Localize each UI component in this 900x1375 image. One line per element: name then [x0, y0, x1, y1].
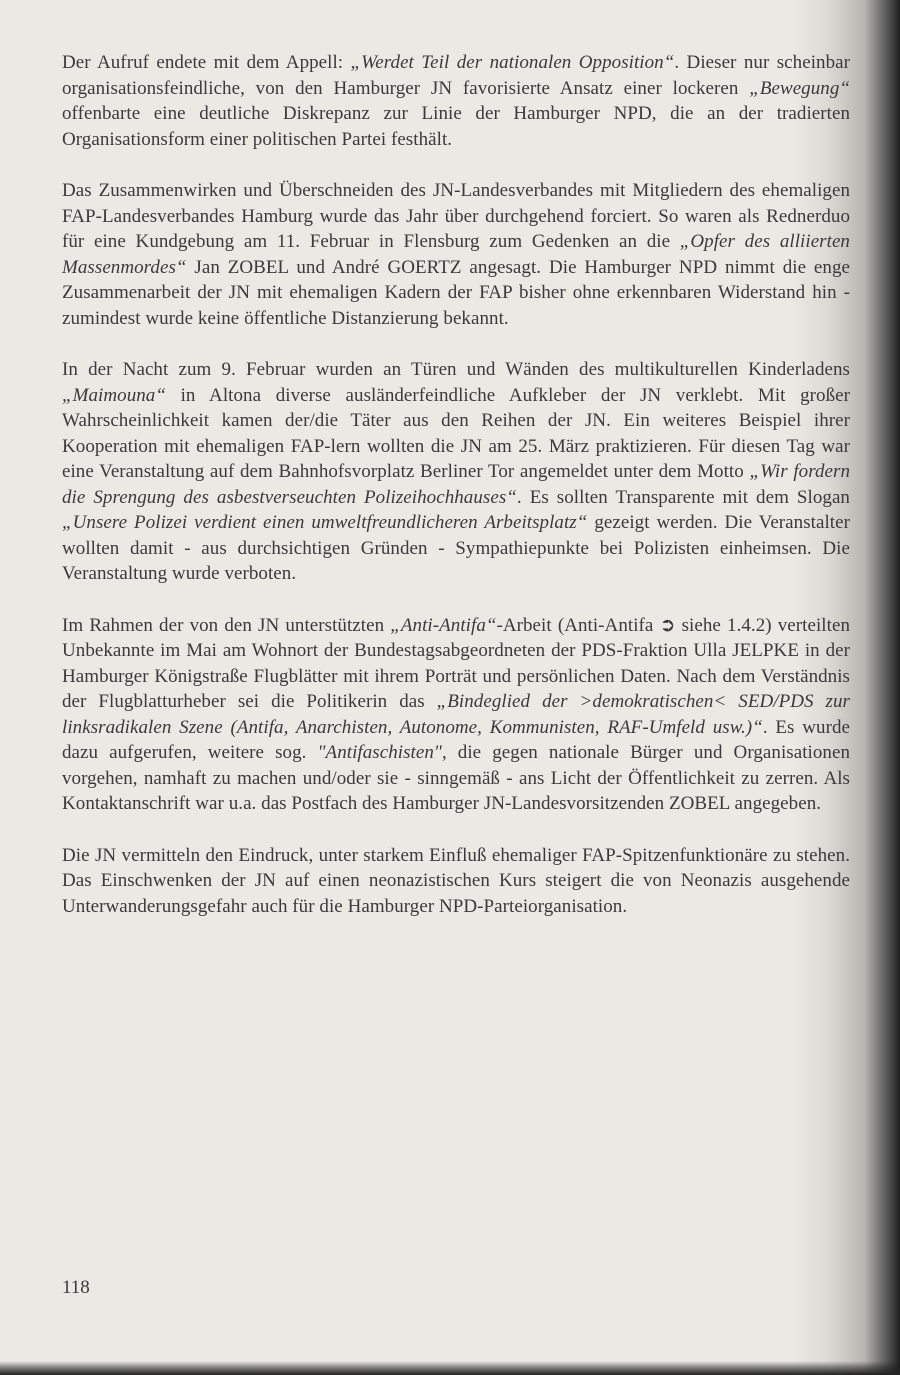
body-text	[62, 50, 850, 945]
italic-quote: „Maimouna“	[62, 384, 166, 406]
text-run: Jan ZOBEL und André GOERTZ angesagt. Die Hamburger NPD nimmt die enge Zusammenarbeit der JN mit ehemaligen Kadern der FAP bisher ohne erkennbaren Widerstand hin - zumindest wurde keine öffentliche Distanzierung bekannt.	[62, 256, 850, 329]
text-run: Das Zusammenwirken und Überschneiden des JN-Landesverbandes mit Mitgliedern des ehemaligen FAP-Landesverbandes Hamburg wurde das Jahr über durchgehend forciert. So waren als Rednerduo für eine Kundgebung am 11. Februar in Flensburg zum Gedenken an die	[62, 180, 850, 252]
paragraph-4	[62, 613, 850, 817]
paragraph-5	[62, 843, 850, 920]
text-run: , die gegen nationale Bürger und Organisationen vorgehen, namhaft zu machen und/oder sie - sinngemäß - ans Licht der Öffentlichkeit zu zerren. Als Kontaktanschrift war u.a. das Postfach des Hamburger JN-Landesvorsitzenden ZOBEL angegeben.	[62, 742, 850, 814]
text-run: offenbarte eine deutliche Diskrepanz zur Linie der Hamburger NPD, die an der tradierten Organisationsform einer politischen Partei festhält.	[62, 103, 850, 150]
text-run: Im Rahmen der von den JN unterstützten	[62, 614, 391, 636]
paragraph-3	[62, 357, 850, 587]
italic-quote: „Anti-Antifa“	[390, 614, 497, 636]
text-run: siehe 1.4.2) verteilten Unbekannte im Mai am Wohnort der Bundestagsabgeordneten der PDS-Fraktion Ulla JELPKE in der Hamburger Königstraße Flugblätter mit ihrem Porträt und persönlichen Daten. Nach dem Verständnis der Flugblatturheber sei die Politikerin das	[62, 614, 850, 712]
italic-quote: „Opfer des alliierten Massenmordes“	[62, 231, 850, 278]
italic-quote: „Wir fordern die Sprengung des asbestverseuchten Polizeihochhauses“	[62, 461, 851, 508]
arrow-right-circle-icon: ➲	[659, 614, 676, 636]
text-run: -Arbeit (Anti-Antifa	[496, 614, 660, 636]
italic-quote: „Bewegung“	[749, 77, 850, 99]
scan-edge-shadow	[0, 1361, 900, 1375]
italic-quote: „Unsere Polizei verdient einen umweltfreundlicheren Arbeitsplatz“	[62, 512, 588, 533]
text-run: Der Aufruf endete mit dem Appell:	[62, 52, 351, 73]
italic-quote: „Werdet Teil der nationalen Opposition“	[350, 52, 675, 73]
text-run: Die JN vermitteln den Eindruck, unter starkem Einfluß ehemaliger FAP-Spitzenfunktionäre zu stehen. Das Einschwenken der JN auf einen neonazistischen Kurs steigert die von Neonazis ausgehende Unterwanderungsgefahr auch für die Hamburger NPD-Parteiorganisation.	[62, 844, 850, 917]
text-run: gezeigt werden. Die Veranstalter wollten damit - aus durchsichtigen Gründen - Sympathiepunkte bei Polizisten einheimsen. Die Veranstaltung wurde verboten.	[62, 512, 850, 584]
paragraph-1	[62, 50, 850, 152]
page-number: 118	[62, 1277, 90, 1298]
italic-quote: „Bindeglied der >demokratischen< SED/PDS zur linksradikalen Szene (Antifa, Anarchisten, Autonome, Kommunisten, RAF-Umfeld usw.)“	[62, 691, 850, 738]
text-run: in Altona diverse ausländerfeindliche Aufkleber der JN verklebt. Mit großer Wahrscheinlichkeit kamen der/die Täter aus den Reihen der JN. Ein weiteres Beispiel ihrer Kooperation mit ehemaligen FAP-lern wollten die JN am 25. März praktizieren. Für diesen Tag war eine Veranstaltung auf dem Bahnhofsvorplatz Berliner Tor angemeldet unter dem Motto	[62, 384, 850, 482]
paragraph-2	[62, 178, 850, 331]
text-run: . Es sollten Transparente mit dem Slogan	[516, 486, 850, 508]
italic-quote: "Antifaschisten"	[317, 742, 442, 763]
text-run: In der Nacht zum 9. Februar wurden an Türen und Wänden des multikulturellen Kinderladens	[62, 359, 850, 380]
text-run: . Es wurde dazu aufgerufen, weitere sog.	[62, 716, 850, 763]
text-run: . Dieser nur scheinbar organisationsfeindliche, von den Hamburger JN favorisierte Ansatz einer lockeren	[62, 52, 850, 99]
